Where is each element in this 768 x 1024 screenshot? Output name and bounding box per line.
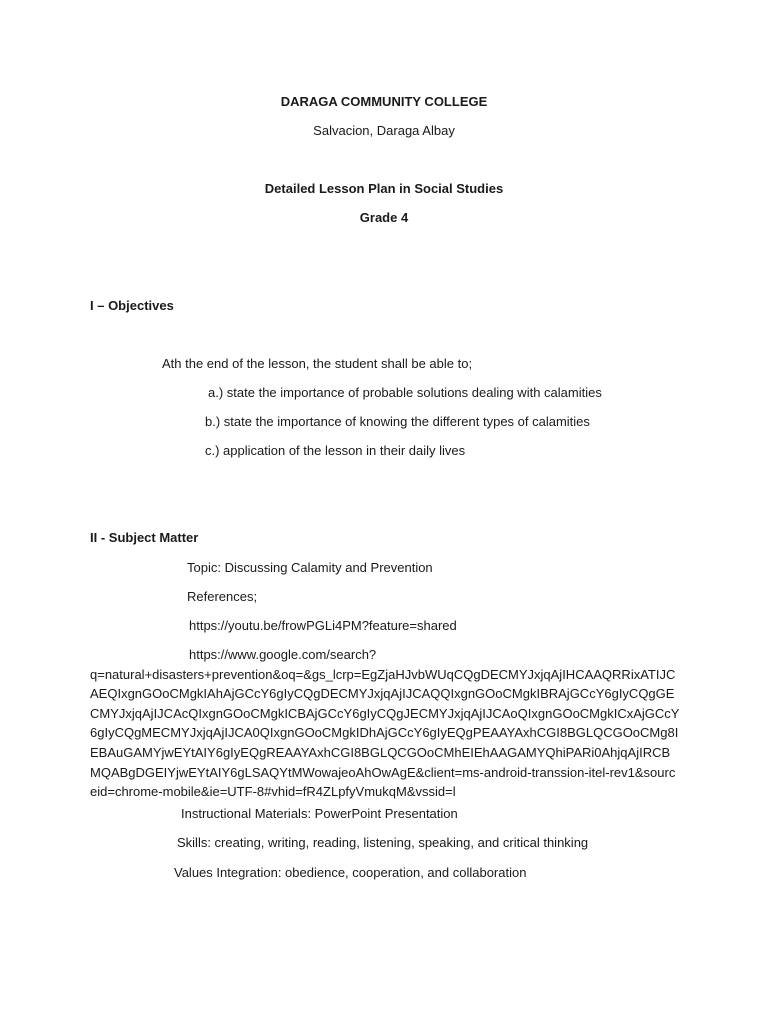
school-address: Salvacion, Daraga Albay xyxy=(313,123,455,138)
subject-matter-heading: II - Subject Matter xyxy=(90,530,199,545)
reference-link-query: q=natural+disasters+prevention&oq=&gs_lcrp=EgZjaHJvbWUqCQgDECMYJxjqAjIHCAAQRRixATIJCAEQIxgnGOoCMgkIAhAjGCcY6gIyCQgDECMYJxjqAjIJCAQQIxgnGOoCMgkIBRAjGCcY6gIyCQgGECMYJxjqAjIJCAcQIxgnGOoCMgkICBAjGCcY6gIyCQgJECMYJxjqAjIJCAoQIxgnGOoCMgkICxAjGCcY6gIyCQgMECMYJxjqAjIJCA0QIxgnGOoCMgkIDhAjGCcY6gIyEQgPEAAYAxhCGI8BGLQCGOoCMg8IEBAuGAMYjwEYtAIY6gIyEQgREAAYAxhCGI8BGLQCGOoCMhEIEhAAGAMYQhiPARi0AhjqAjIRCBMQABgDGEIYjwEYtAIY6gLSAQYtMWowajeoAhOwAgE&client=ms-android-transsion-itel-rev1&sourceid=chrome-mobile&ie=UTF-8#vhid=fR4ZLpfyVmukqM&vssid=l xyxy=(90,666,680,800)
values-text: Values Integration: obedience, cooperation, and collaboration xyxy=(174,865,527,880)
grade-level: Grade 4 xyxy=(359,210,409,225)
materials-text: Instructional Materials: PowerPoint Presentation xyxy=(181,806,458,821)
topic-text: Topic: Discussing Calamity and Prevention xyxy=(187,560,433,575)
reference-link[interactable]: https://youtu.be/frowPGLi4PM?feature=shared xyxy=(189,618,457,633)
plan-title: Detailed Lesson Plan in Social Studies xyxy=(264,181,504,196)
reference-link-start: https://www.google.com/search? xyxy=(189,647,377,662)
objectives-intro: Ath the end of the lesson, the student shall be able to; xyxy=(162,356,473,371)
skills-text: Skills: creating, writing, reading, listening, speaking, and critical thinking xyxy=(177,835,589,850)
objectives-heading: I – Objectives xyxy=(90,298,174,313)
objective-item: c.) application of the lesson in their daily lives xyxy=(205,443,466,458)
references-label: References; xyxy=(187,589,258,604)
objective-item: b.) state the importance of knowing the different types of calamities xyxy=(205,414,590,429)
objective-item: a.) state the importance of probable solutions dealing with calamities xyxy=(208,385,602,400)
school-name: DARAGA COMMUNITY COLLEGE xyxy=(280,94,488,109)
reference-link-long[interactable] xyxy=(90,645,680,802)
